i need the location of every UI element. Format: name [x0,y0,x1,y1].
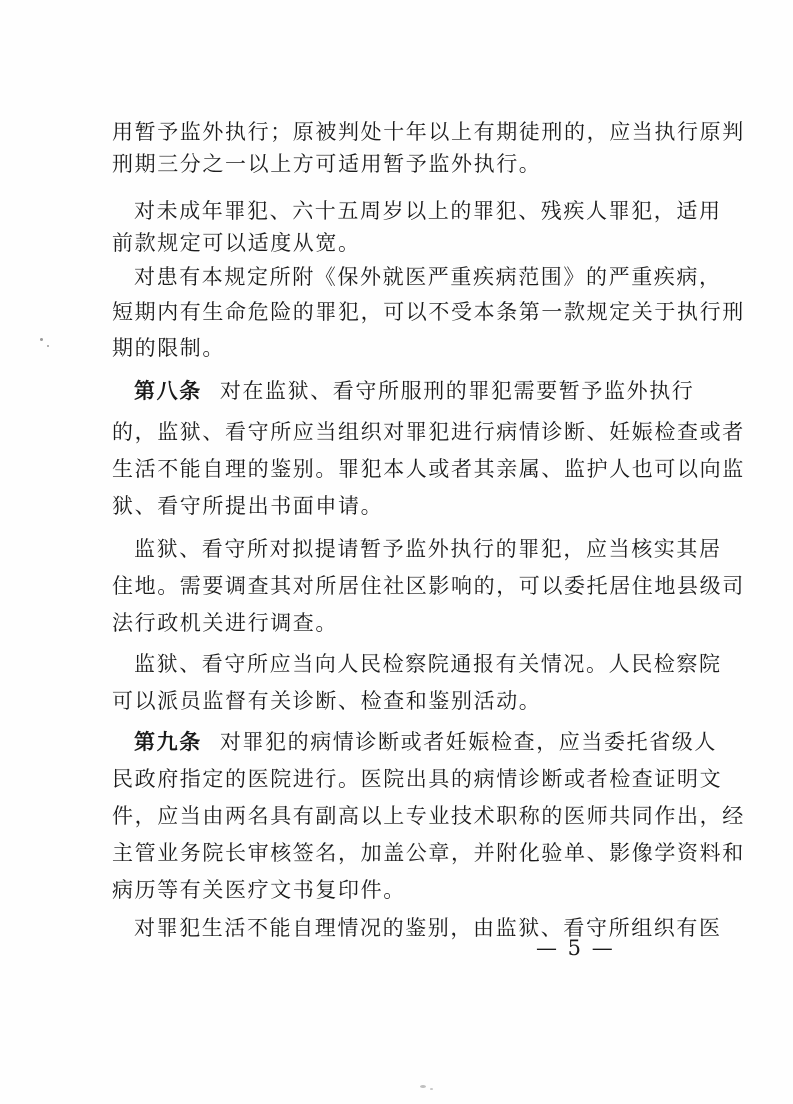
text-line: 期的限制。 [112,336,225,360]
text-line: 短期内有生命危险的罪犯，可以不受本条第一款规定关于执行刑 [112,300,745,324]
text-line: 民政府指定的医院进行。医院出具的病情诊断或者检查证明文 [112,767,723,791]
article-heading: 第八条 [134,378,202,403]
article-8-paragraph [134,377,694,405]
text-segment: 对在监狱、看守所服刑的罪犯需要暂予监外执行 [219,379,695,403]
text-line: 前款规定可以适度从宽。 [112,231,361,255]
text-line: 对未成年罪犯、六十五周岁以上的罪犯、残疾人罪犯，适用 [134,199,722,223]
text-line: 法行政机关进行调查。 [112,611,338,635]
text-line: 生活不能自理的鉴别。罪犯本人或者其亲属、监护人也可以向监 [112,457,745,481]
article-heading: 第九条 [134,729,202,754]
text-segment: 对罪犯的病情诊断或者妊娠检查，应当委托省级人 [219,730,718,754]
text-line: 的，监狱、看守所应当组织对罪犯进行病情诊断、妊娠检查或者 [112,420,745,444]
text-line: 主管业务院长审核签名，加盖公章，并附化验单、影像学资料和 [112,841,745,865]
scan-speck [47,345,49,347]
page-number: — 5 — [536,936,615,960]
scan-speck [430,1088,433,1090]
text-line: 可以派员监督有关诊断、检查和鉴别活动。 [112,689,542,713]
scan-speck [40,338,43,341]
text-line: 监狱、看守所对拟提请暂予监外执行的罪犯，应当核实其居 [134,537,722,561]
scan-speck [420,1085,426,1088]
text-line: 监狱、看守所应当向人民检察院通报有关情况。人民检察院 [134,652,722,676]
text-line: 对患有本规定所附《保外就医严重疾病范围》的严重疾病， [134,265,722,289]
text-line: 对罪犯生活不能自理情况的鉴别，由监狱、看守所组织有医 [134,916,722,940]
text-line: 件，应当由两名具有副高以上专业技术职称的医师共同作出，经 [112,804,745,828]
text-line: 用暂予监外执行；原被判处十年以上有期徒刑的，应当执行原判 [112,120,745,144]
text-line: 狱、看守所提出书面申请。 [112,494,384,518]
text-line: 病历等有关医疗文书复印件。 [112,878,406,902]
article-9-paragraph [134,728,717,756]
text-line: 住地。需要调查其对所居住社区影响的，可以委托居住地县级司 [112,574,745,598]
text-line: 刑期三分之一以上方可适用暂予监外执行。 [112,152,542,176]
